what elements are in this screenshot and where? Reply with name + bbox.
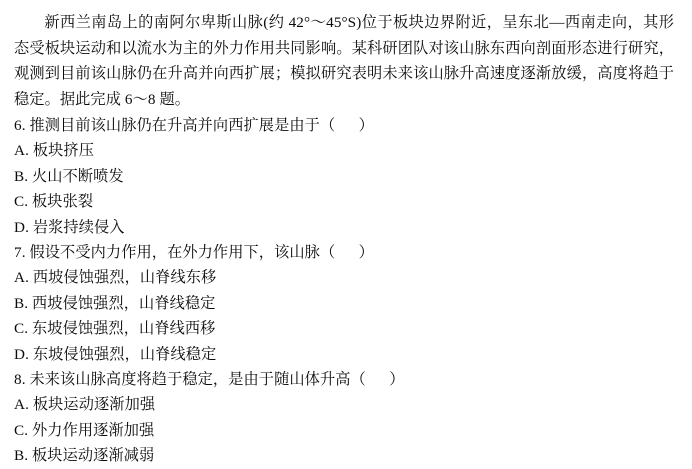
question-stem: 7. 假设不受内力作用，在外力作用下，该山脉（ ） xyxy=(14,244,374,262)
option-a: A. 板块挤压 xyxy=(14,142,95,160)
question-block-6 xyxy=(14,113,674,240)
option-c: C. 东坡侵蚀强烈，山脊线西移 xyxy=(14,320,216,338)
option-b: B. 板块运动逐渐减弱 xyxy=(14,447,155,465)
question-block-7 xyxy=(14,240,674,367)
option-c: C. 外力作用逐渐加强 xyxy=(14,421,155,439)
option-d: D. 东坡侵蚀强烈，山脊线稳定 xyxy=(14,345,217,363)
option-a: A. 板块运动逐渐加强 xyxy=(14,396,156,414)
option-c: C. 板块张裂 xyxy=(14,193,94,211)
question-stem: 8. 未来该山脉高度将趋于稳定，是由于随山体升高（ ） xyxy=(14,371,405,389)
option-b: B. 火山不断喷发 xyxy=(14,167,124,185)
passage-paragraph: 新西兰南岛上的南阿尔卑斯山脉(约 42°～45°S)位于板块边界附近，呈东北—西南走向，其形态受板块运动和以流水为主的外力作用共同影响。某科研团队对该山脉东西向剖面形态进行研究，观测到目前该山脉仍在升高并向西扩展；模拟研究表明未来该山脉升高速度逐渐放缓，高度将趋于稳定。据此完成 6～8 题。 xyxy=(14,14,674,108)
question-stem: 6. 推测目前该山脉仍在升高并向西扩展是由于（ ） xyxy=(14,117,374,134)
option-d: D. 岩浆持续侵入 xyxy=(14,218,125,236)
question-block-8 xyxy=(14,367,674,469)
option-a: A. 西坡侵蚀强烈，山脊线东移 xyxy=(14,269,217,287)
option-b: B. 西坡侵蚀强烈，山脊线稳定 xyxy=(14,294,216,312)
